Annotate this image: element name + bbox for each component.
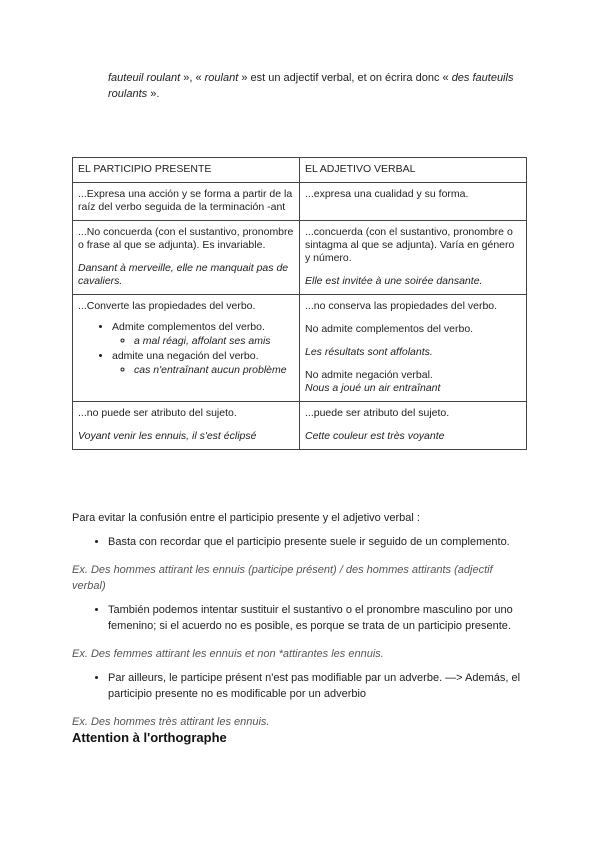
- example-3: Ex. Des hommes très attirant les ennuis.: [72, 716, 270, 728]
- body-section: [72, 510, 528, 746]
- row1-left-text: ...Expresa una acción y se forma a partir de la raíz del verbo seguida de la terminación -ant: [78, 188, 293, 213]
- bullet-list-1: [72, 534, 528, 550]
- intro-phrase-3: roulant: [204, 72, 239, 84]
- cell-row3-left: [73, 295, 300, 402]
- cell-row1-right: [300, 183, 527, 221]
- intro-text-2: », «: [180, 72, 205, 84]
- row3-left-bullets: [78, 321, 294, 377]
- header-left-label: EL PARTICIPIO PRESENTE: [78, 163, 212, 175]
- list-item: [112, 350, 294, 377]
- list-item: ◦ a mal réagi, affolant ses amis: [134, 335, 294, 348]
- table-row: [73, 183, 527, 221]
- table-row: [73, 402, 527, 450]
- comparison-table: [72, 157, 527, 450]
- row2-right-text: ...concuerda (con el sustantivo, pronombre o sintagma al que se adjunta). Varía en género y número.: [305, 226, 515, 264]
- header-right-label: EL ADJETIVO VERBAL: [305, 163, 416, 175]
- intro-phrase-1: fauteuil roulant: [108, 72, 181, 84]
- row3-right-example2: Nous a joué un air entraînant: [305, 382, 441, 394]
- row3-left-text: ...Converte las propiedades del verbo.: [78, 300, 256, 312]
- cell-row4-left: [73, 402, 300, 450]
- intro-text-4: » est un adjectif verbal, et on écrira donc «: [238, 72, 452, 84]
- cell-row2-right: [300, 221, 527, 295]
- list-item: ◦ cas n'entraînant aucun problème: [134, 364, 294, 377]
- list-item: • Basta con recordar que el participio presente suele ir seguido de un complemento.: [108, 534, 528, 550]
- row2-left-example: Dansant à merveille, elle ne manquait pas de cavaliers.: [78, 262, 289, 287]
- cell-row4-right: [300, 402, 527, 450]
- row4-left-example: Voyant venir les ennuis, il s'est éclipsé: [78, 430, 257, 442]
- intro-phrase-5: des fauteuils roulants: [108, 72, 514, 100]
- row3-right-example1: Les résultats sont affolants.: [305, 346, 433, 358]
- row1-right-text: ...expresa una cualidad y su forma.: [305, 188, 469, 200]
- row3-right-text: ...no conserva las propiedades del verbo.: [305, 300, 498, 312]
- row4-right-example: Cette couleur est très voyante: [305, 430, 445, 442]
- header-adjetivo: [300, 158, 527, 183]
- table-row: [73, 221, 527, 295]
- intro-paragraph: [108, 70, 528, 102]
- bullet-complementos: Admite complementos del verbo.: [112, 321, 265, 333]
- section-heading: Attention à l'orthographe: [72, 730, 227, 745]
- intro-text-6: ».: [147, 88, 160, 100]
- row2-left-text: ...No concuerda (con el sustantivo, pronombre o frase al que se adjunta). Es invariable.: [78, 226, 294, 251]
- example-1: Ex. Des hommes attirant les ennuis (participe présent) / des hommes attirants (adjectif verbal): [72, 564, 493, 592]
- body-intro: Para evitar la confusión entre el participio presente y el adjetivo verbal :: [72, 512, 420, 524]
- bullet-list-3: [72, 670, 528, 702]
- cell-row2-left: [73, 221, 300, 295]
- list-item: [112, 321, 294, 348]
- list-item: • Par ailleurs, le participe présent n'est pas modifiable par un adverbe. —> Además, el participio presente no es modificable por un adverbio: [108, 670, 528, 702]
- bullet-negacion: admite una negación del verbo.: [112, 350, 259, 362]
- row4-left-text: ...no puede ser atributo del sujeto.: [78, 407, 237, 419]
- example-2: Ex. Des femmes attirant les ennuis et non *attirantes les ennuis.: [72, 648, 384, 660]
- header-participio: [73, 158, 300, 183]
- table-row: [73, 295, 527, 402]
- bullet-list-2: [72, 602, 528, 634]
- cell-row1-left: [73, 183, 300, 221]
- row3-right-line3: No admite negación verbal.: [305, 369, 433, 381]
- row2-right-example: Elle est invitée à une soirée dansante.: [305, 275, 483, 287]
- row3-right-line2: No admite complementos del verbo.: [305, 323, 474, 335]
- row4-right-text: ...puede ser atributo del sujeto.: [305, 407, 450, 419]
- list-item: • También podemos intentar sustituir el sustantivo o el pronombre masculino por uno femenino; si el acuerdo no es posible, es porque se trata de un participio presente.: [108, 602, 528, 634]
- cell-row3-right: [300, 295, 527, 402]
- table-header-row: [73, 158, 527, 183]
